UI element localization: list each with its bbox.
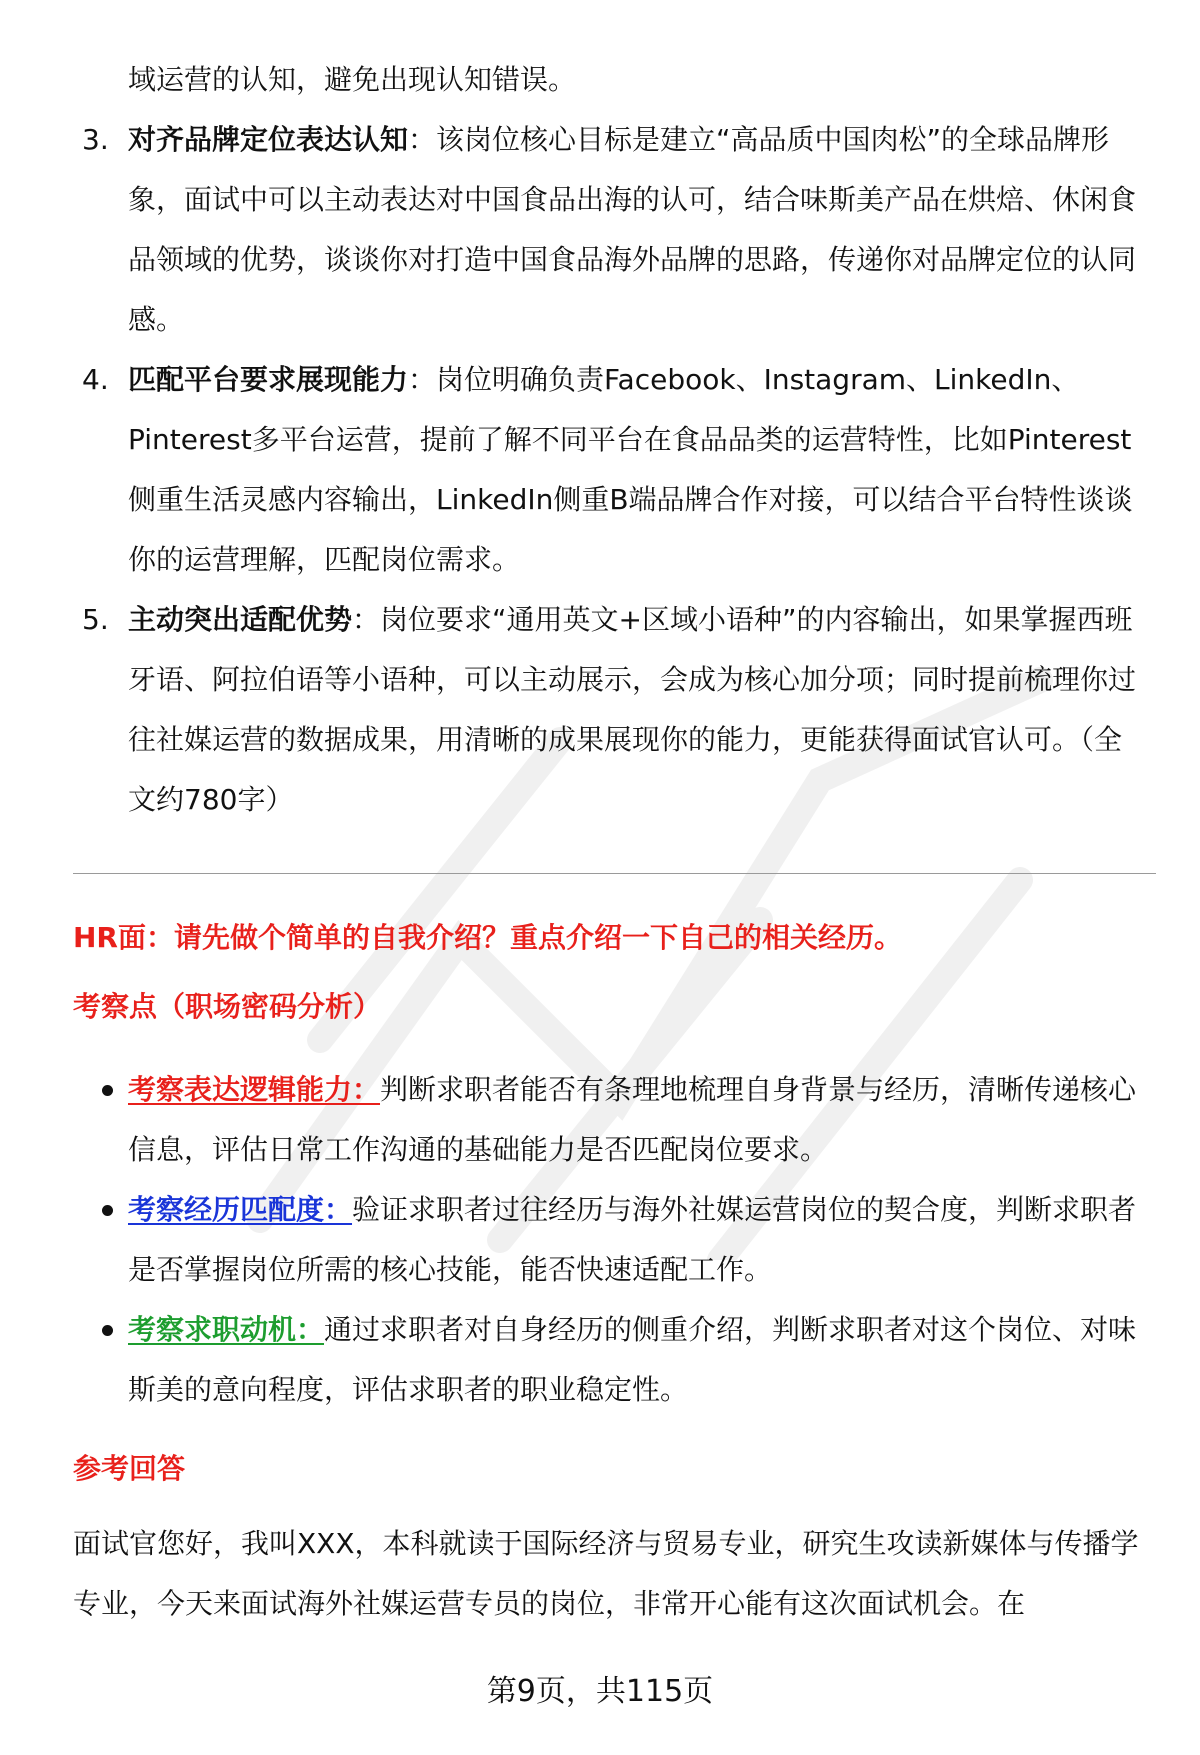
exam-point-label: 考察表达逻辑能力： [128, 1073, 381, 1106]
item-number: 5. [82, 603, 109, 636]
exam-point-label: 考察求职动机： [128, 1313, 325, 1346]
item-text: ：岗位要求“通用英文+区域小语种”的内容输出，如果掌握西班牙语、阿拉伯语等小语种，可以主动展示，会成为核心加分项；同时提前梳理你过往社媒运营的数据成果，用清晰的成果展现你的能力，更能获得面试官认可。（全文约780字） [128, 603, 1137, 816]
tips-numbered-list [82, 110, 1138, 830]
numbered-item [82, 590, 1138, 830]
item-text: ：岗位明确负责Facebook、Instagram、LinkedIn、Pinterest多平台运营，提前了解不同平台在食品品类的运营特性，比如Pinterest侧重生活灵感内容输出，LinkedIn侧重B端品牌合作对接，可以结合平台特性谈谈你的运营理解，匹配岗位需求。 [128, 363, 1133, 576]
exam-point-text: 验证求职者过往经历与海外社媒运营岗位的契合度，判断求职者是否掌握岗位所需的核心技能，能否快速适配工作。 [128, 1193, 1137, 1286]
exam-point-text: 通过求职者对自身经历的侧重介绍，判断求职者对这个岗位、对味斯美的意向程度，评估求职者的职业稳定性。 [128, 1313, 1137, 1406]
bullet-dot [102, 1085, 113, 1096]
exam-points-list [128, 1060, 1138, 1420]
exam-points-heading: 考察点（职场密码分析） [73, 990, 382, 1023]
answer-heading: 参考回答 [73, 1452, 186, 1485]
hr-question-heading: HR面：请先做个简单的自我介绍？重点介绍一下自己的相关经历。 [73, 921, 902, 954]
numbered-item [82, 110, 1138, 350]
exam-point-item [128, 1180, 1138, 1300]
section-divider [73, 873, 1156, 874]
item-title: 匹配平台要求展现能力 [128, 363, 409, 396]
item-title: 主动突出适配优势 [128, 603, 353, 636]
answer-paragraph: 面试官您好，我叫XXX，本科就读于国际经济与贸易专业，研究生攻读新媒体与传播学专业，今天来面试海外社媒运营专员的岗位，非常开心能有这次面试机会。在 [73, 1527, 1139, 1620]
exam-point-item [128, 1060, 1138, 1180]
item-text: ：该岗位核心目标是建立“高品质中国肉松”的全球品牌形象，面试中可以主动表达对中国食品出海的认可，结合味斯美产品在烘焙、休闲食品领域的优势，谈谈你对打造中国食品海外品牌的思路，传递你对品牌定位的认同感。 [128, 123, 1137, 336]
item-number: 3. [82, 123, 109, 156]
item-title: 对齐品牌定位表达认知 [128, 123, 409, 156]
exam-point-label: 考察经历匹配度： [128, 1193, 353, 1226]
bullet-dot [102, 1205, 113, 1216]
page-footer: 第9页，共115页 [486, 1674, 714, 1709]
bullet-dot [102, 1325, 113, 1336]
exam-point-text: 判断求职者能否有条理地梳理自身背景与经历，清晰传递核心信息，评估日常工作沟通的基础能力是否匹配岗位要求。 [128, 1073, 1137, 1166]
exam-point-item [128, 1300, 1138, 1420]
numbered-item [82, 350, 1138, 590]
continued-paragraph: 域运营的认知，避免出现认知错误。 [128, 63, 577, 96]
item-number: 4. [82, 363, 109, 396]
